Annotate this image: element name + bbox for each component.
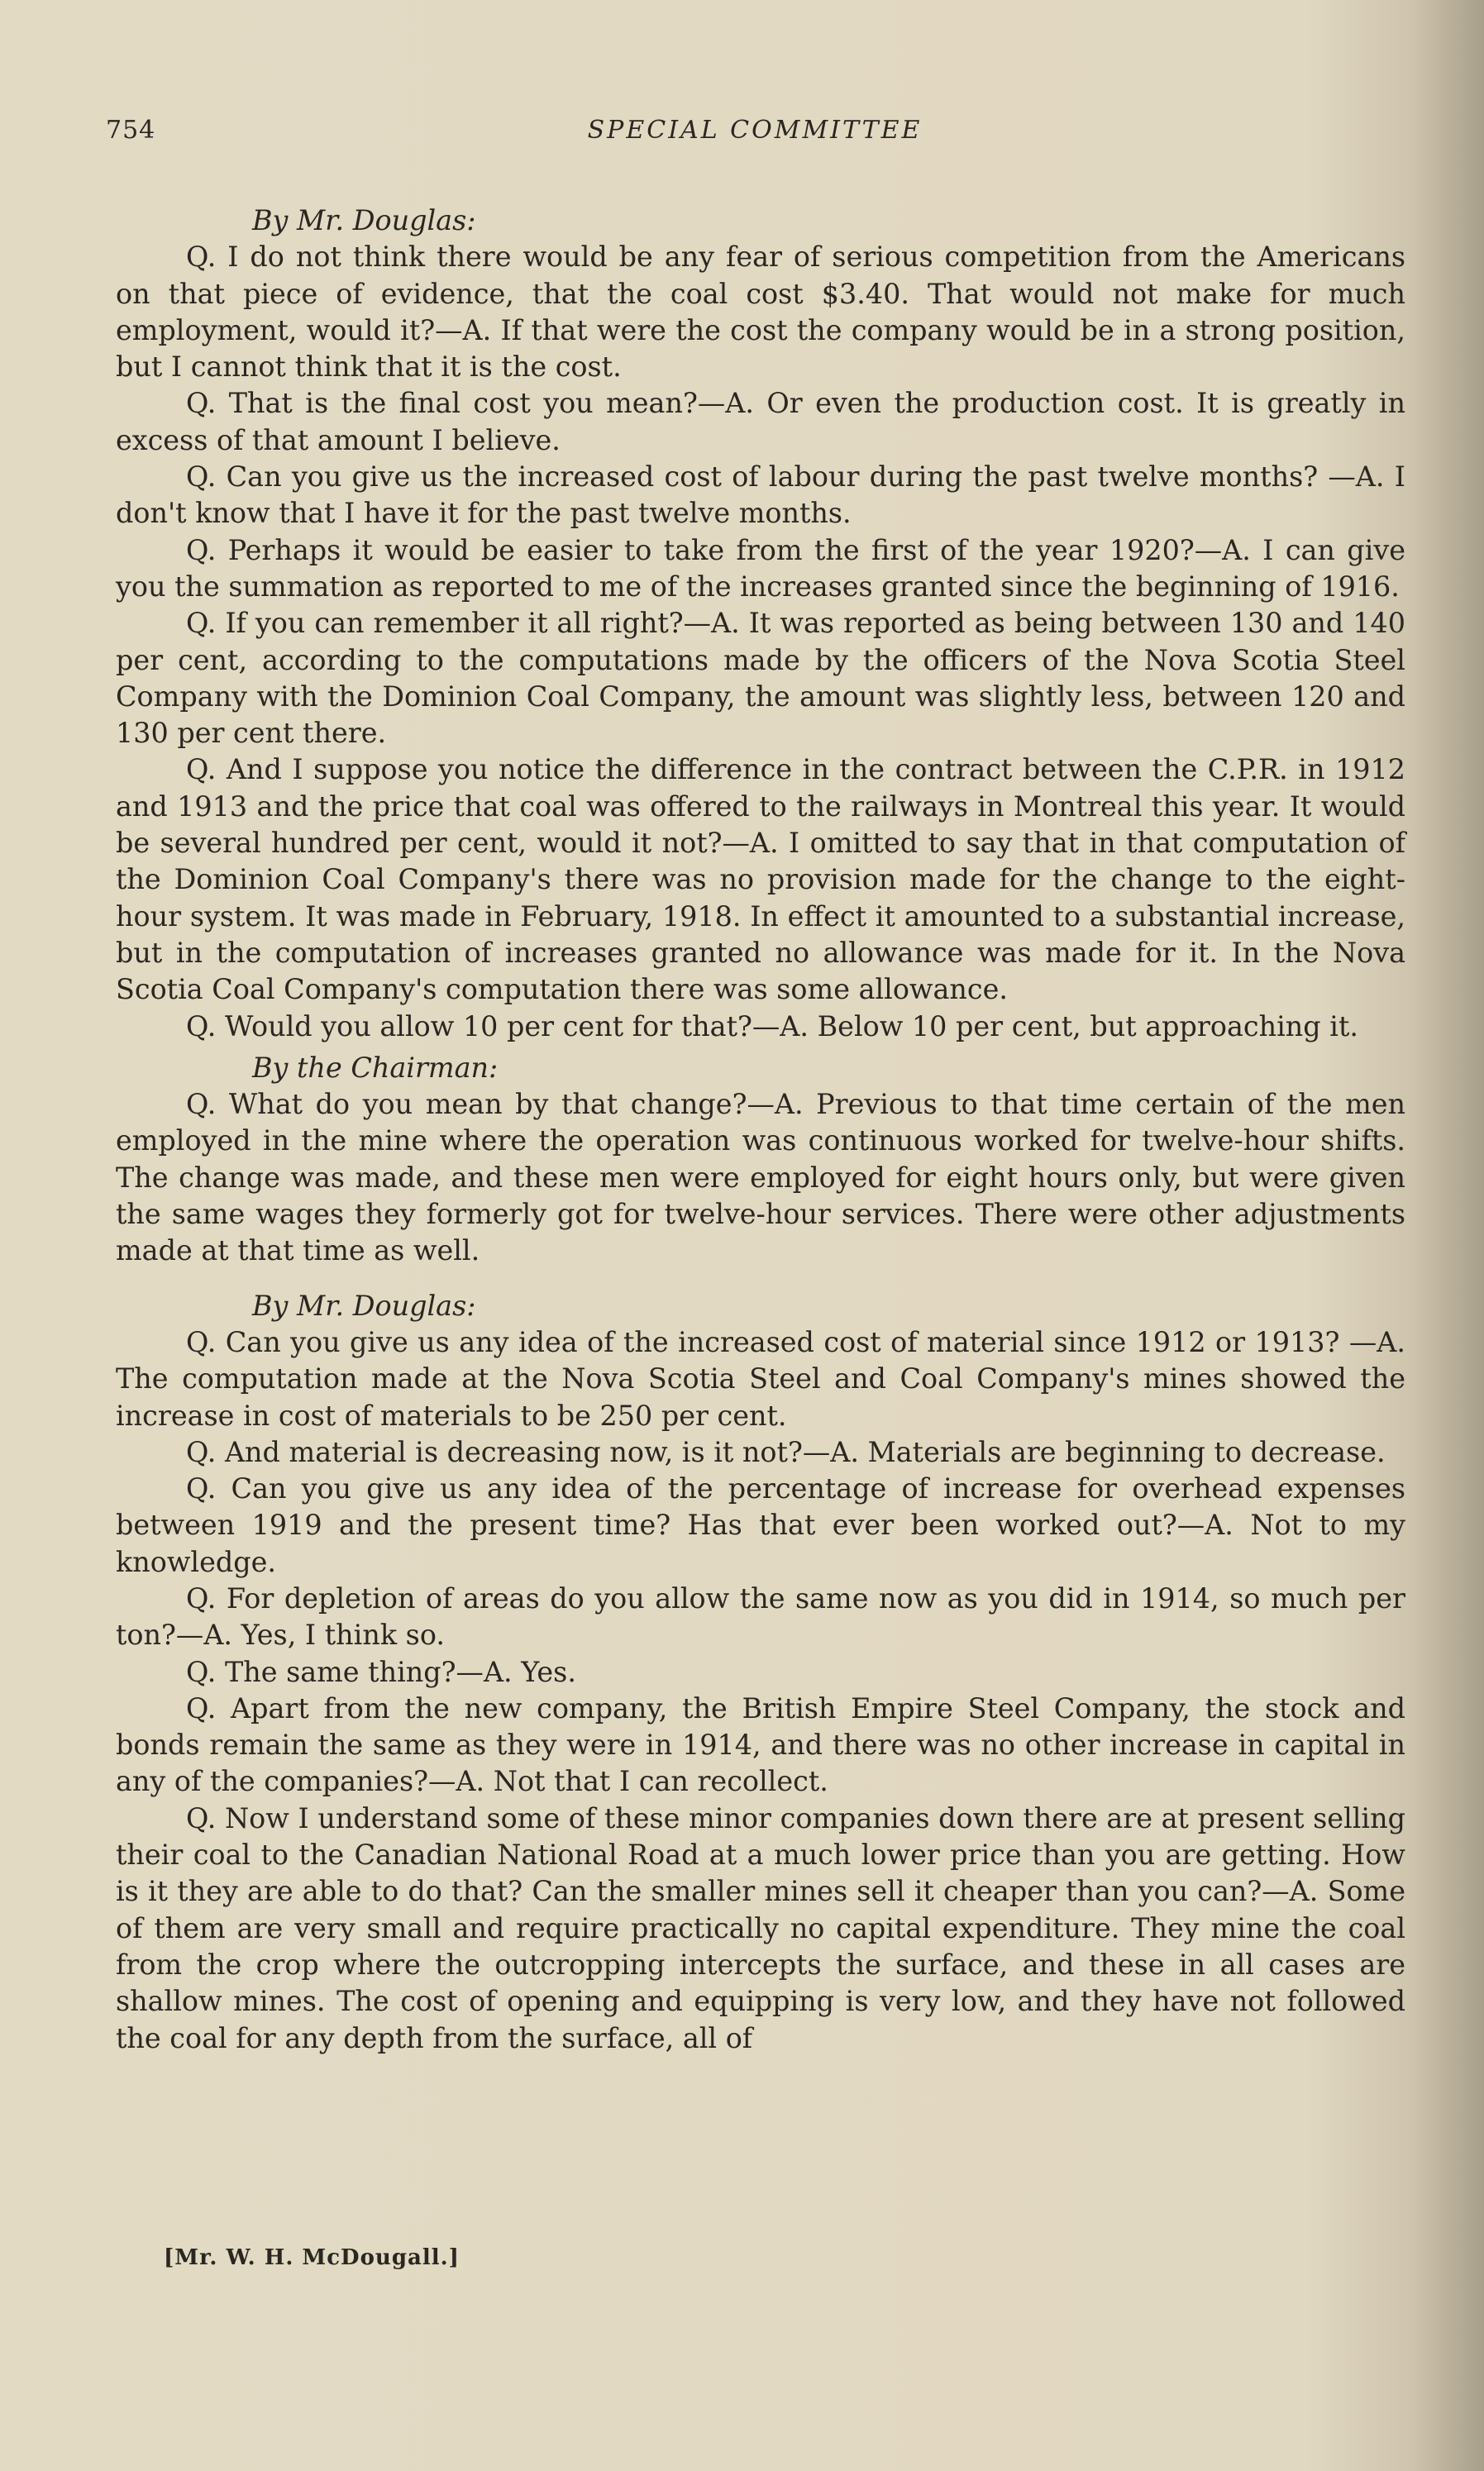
page-header: [106, 116, 1404, 157]
transcript-paragraph: Q. And I suppose you notice the difference in the contract between the C.P.R. in 1912 and 1913 and the price that coal was offered to the railways in Montreal this year. It would be several hundred per cent, would it not?—A. I omitted to say that in that computation of the Dominion Coal Company's there was no provision made for the change to the eight-hour system. It was made in February, 1918. In effect it amounted to a substantial increase, but in the computation of increases granted no allowance was made for it. In the Nova Scotia Coal Company's computation there was some allowance.: [116, 753, 1405, 1006]
running-head: SPECIAL COMMITTEE: [587, 116, 923, 145]
transcript-paragraph: Q. Perhaps it would be easier to take from the first of the year 1920?—A. I can give you the summation as reported to me of the increases granted since the beginning of 1916.: [116, 533, 1405, 603]
speaker-heading: By Mr. Douglas:: [252, 204, 476, 236]
transcript-paragraph: Q. If you can remember it all right?—A. It was reported as being between 130 and 140 per cent, according to the computations made by the officers of the Nova Scotia Steel Company with the Dominion Coal Company, the amount was slightly less, between 120 and 130 per cent there.: [116, 607, 1405, 750]
transcript-paragraph: Q. I do not think there would be any fear of serious competition from the Americans on that piece of evidence, that the coal cost $3.40. That would not make for much employment, would it?—A. If that were the cost the company would be in a strong position, but I cannot think that it is the cost.: [116, 241, 1405, 384]
transcript-paragraph: Q. Apart from the new company, the British Empire Steel Company, the stock and bonds remain the same as they were in 1914, and there was no other increase in capital in any of the companies?—A. Not that I can recollect.: [116, 1691, 1405, 1798]
transcript-paragraph: Q. And material is decreasing now, is it not?—A. Materials are beginning to decrease.: [186, 1435, 1386, 1468]
speaker-credit: [Mr. W. H. McDougall.]: [164, 2245, 460, 2270]
transcript-paragraph: Q. Now I understand some of these minor companies down there are at present selling their coal to the Canadian National Road at a much lower price than you are getting. How is it they are able to do that? Can the smaller mines sell it cheaper than you can?—A. Some of them are very small and require practically no capital expenditure. They mine the coal from the crop where the outcropping intercepts the surface, and these in all cases are shallow mines. The cost of opening and equipping is very low, and they have not followed the coal for any depth from the surface, all of: [116, 1801, 1405, 2054]
transcript-paragraph: Q. Can you give us any idea of the percentage of increase for overhead expenses between 1919 and the present time? Has that ever been worked out?—A. Not to my knowledge.: [116, 1472, 1405, 1578]
transcript-paragraph: Q. That is the final cost you mean?—A. Or even the production cost. It is greatly in excess of that amount I believe.: [116, 387, 1405, 456]
page-number: 754: [106, 116, 156, 145]
speaker-heading: By Mr. Douglas:: [252, 1289, 476, 1322]
transcript-paragraph: Q. For depletion of areas do you allow the same now as you did in 1914, so much per ton?—A. Yes, I think so.: [116, 1581, 1405, 1652]
transcript-paragraph: Q. The same thing?—A. Yes.: [186, 1655, 576, 1688]
transcript-paragraph: Q. Would you allow 10 per cent for that?—A. Below 10 per cent, but approaching it.: [186, 1009, 1358, 1042]
transcript-body: [116, 203, 1405, 2057]
speaker-heading: By the Chairman:: [252, 1051, 499, 1084]
transcript-paragraph: Q. What do you mean by that change?—A. Previous to that time certain of the men employed in the mine where the operation was continuous worked for twelve-hour shifts. The change was made, and these men were employed for eight hours only, but were given the same wages they formerly got for twelve-hour services. There were other adjustments made at that time as well.: [116, 1088, 1405, 1267]
transcript-paragraph: Q. Can you give us any idea of the increased cost of material since 1912 or 1913? —A. The computation made at the Nova Scotia Steel and Coal Company's mines showed the increase in cost of materials to be 250 per cent.: [116, 1325, 1405, 1432]
transcript-paragraph: Q. Can you give us the increased cost of labour during the past twelve months? —A. I don't know that I have it for the past twelve months.: [116, 460, 1405, 530]
